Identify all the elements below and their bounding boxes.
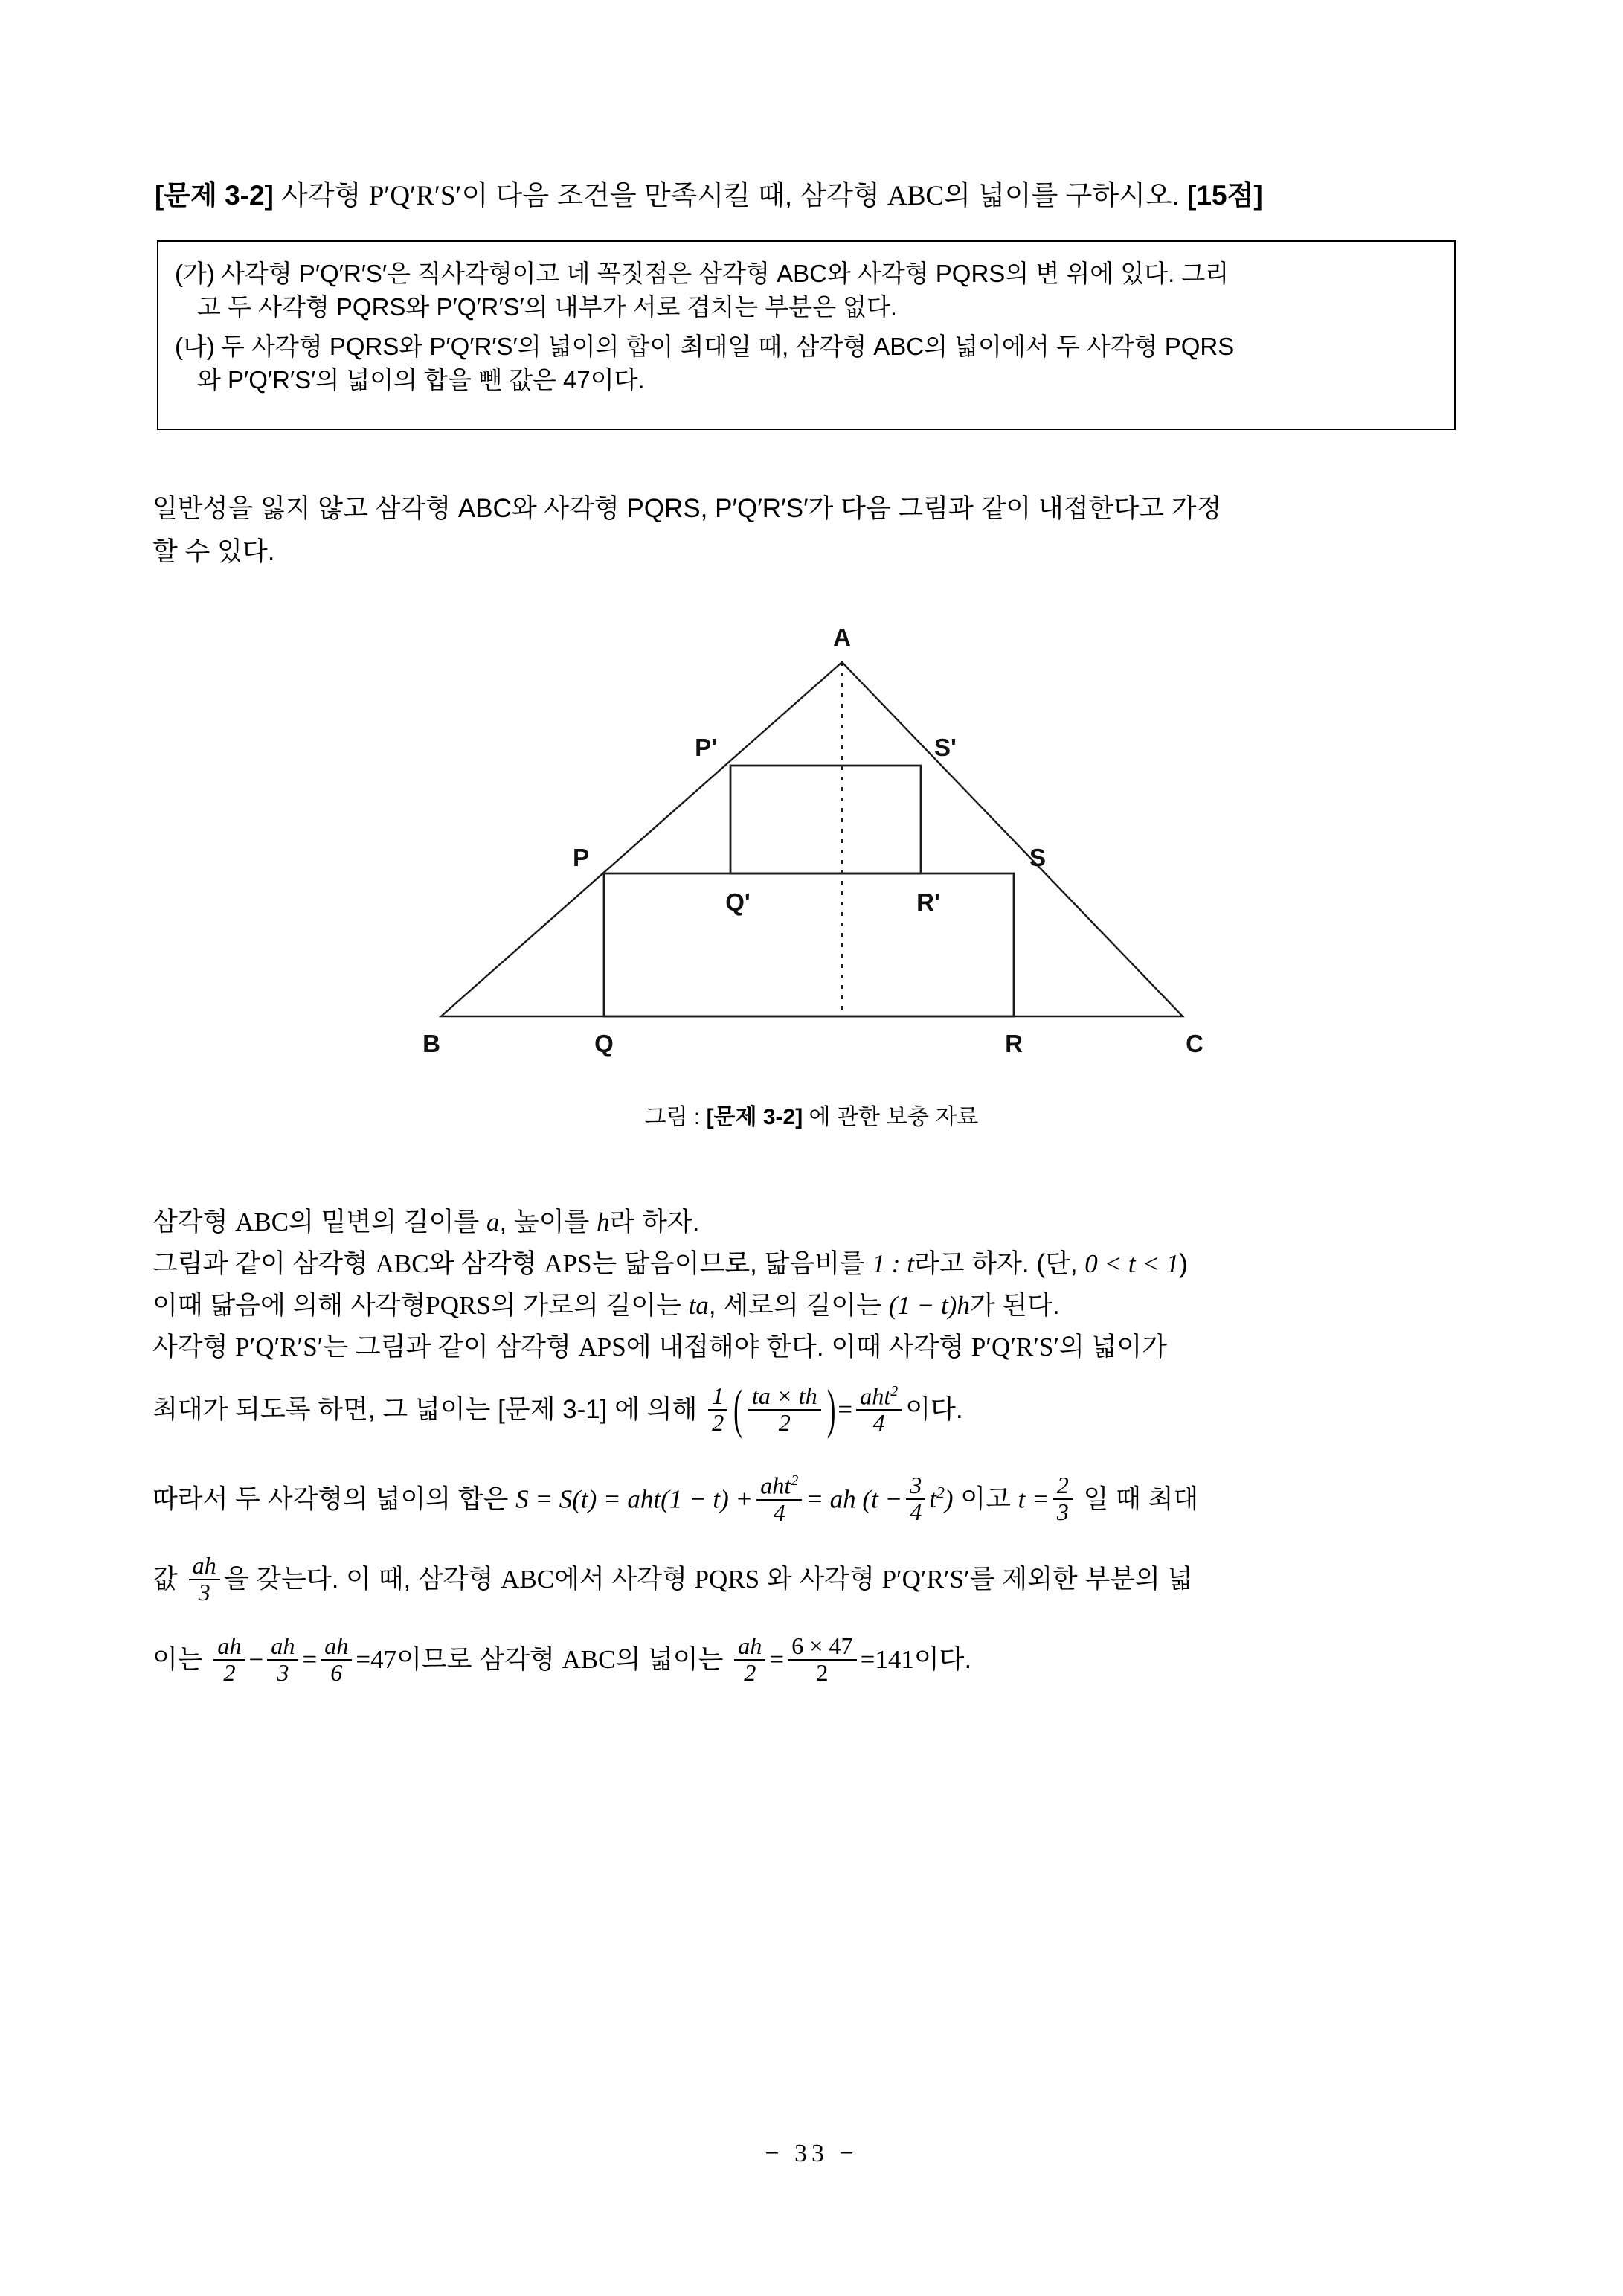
sol7-fraction bbox=[189, 1553, 220, 1606]
condition-na-body bbox=[175, 333, 1442, 397]
sol8-equals-1: = bbox=[302, 1645, 318, 1675]
problem-statement-pre: 사각형 bbox=[281, 180, 361, 211]
sol8-fraction-5 bbox=[788, 1634, 857, 1686]
sol6-f1-num-exp: 2 bbox=[791, 1472, 799, 1489]
sol2-text-e: ) bbox=[1179, 1249, 1188, 1278]
sol6-text-b: 이고 bbox=[953, 1484, 1018, 1514]
geometry-figure bbox=[417, 610, 1212, 1071]
solution-line-5 bbox=[152, 1368, 1484, 1453]
sol8-f2-num: ah bbox=[271, 1632, 295, 1660]
condition-ga bbox=[175, 257, 1442, 324]
sol6-f2-num: 3 bbox=[910, 1472, 922, 1499]
sol8-abc: ABC bbox=[562, 1645, 616, 1675]
sol4-text-b: 는 그림과 같이 삼각형 bbox=[323, 1333, 579, 1362]
sol5-result-fraction bbox=[856, 1384, 902, 1436]
solution-line-4 bbox=[152, 1327, 1484, 1368]
sol1-text-a: 삼각형 bbox=[152, 1208, 236, 1237]
sol5-half-fraction bbox=[708, 1384, 727, 1436]
sol8-f5-den: 2 bbox=[788, 1659, 857, 1686]
sol8-fraction-1 bbox=[213, 1634, 245, 1686]
sol5-equals: = bbox=[838, 1395, 853, 1424]
assumption-paragraph bbox=[152, 487, 1473, 574]
sol6-t2-exp: 2 bbox=[936, 1484, 945, 1502]
sol6-text-a: 따라서 두 사각형의 넓이의 합은 bbox=[152, 1484, 516, 1514]
sol6-f3-num: 2 bbox=[1056, 1472, 1069, 1499]
sol6-f2-den: 4 bbox=[906, 1498, 925, 1525]
sol7-text-b: 을 갖는다. 이 때, 삼각형 bbox=[223, 1565, 501, 1594]
sol2-range: 0 < t < 1 bbox=[1084, 1249, 1180, 1278]
condition-na bbox=[175, 330, 1442, 397]
figure-caption-ref: [문제 3-2] bbox=[706, 1105, 803, 1129]
sol8-equals-4: = bbox=[860, 1645, 875, 1675]
sol4-aps: APS bbox=[578, 1333, 626, 1362]
sol6-t2-base: t bbox=[929, 1484, 937, 1514]
figure-label-S-prime: S' bbox=[934, 734, 957, 761]
sol4-text-a: 사각형 bbox=[152, 1333, 236, 1362]
sol1-var-h: h bbox=[597, 1208, 610, 1237]
sol8-f4-num: ah bbox=[738, 1632, 762, 1660]
problem-triangle-name: ABC bbox=[887, 181, 945, 211]
solution-line-8 bbox=[152, 1620, 1484, 1700]
solution-line-3 bbox=[152, 1285, 1484, 1327]
sol2-text-a: 그림과 같이 삼각형 bbox=[152, 1249, 376, 1278]
sol8-value-47: 47 bbox=[370, 1645, 397, 1675]
sol7-text-c: 에서 사각형 bbox=[554, 1565, 695, 1594]
sol8-f5-num: 6 × 47 bbox=[791, 1632, 853, 1660]
sol2-text-c: 는 닮음이므로, 닮음비를 bbox=[591, 1249, 872, 1278]
sol4-text-d: 의 넓이가 bbox=[1059, 1333, 1167, 1362]
condition-na-line1: 두 사각형 PQRS와 P′Q′R′S′의 넓이의 합이 최대일 때, 삼각형 ABC의 넓이에서 두 사각형 PQRS bbox=[221, 333, 1235, 360]
figure-label-C: C bbox=[1186, 1030, 1203, 1057]
solution-line-7 bbox=[152, 1539, 1484, 1620]
problem-statement-tail: 의 넓이를 구하시오. bbox=[944, 180, 1180, 211]
sol6-f1-num bbox=[756, 1473, 802, 1499]
condition-na-tag: (나) bbox=[175, 333, 215, 360]
sol7-text-a: 값 bbox=[152, 1565, 185, 1594]
condition-box bbox=[157, 240, 1456, 430]
sol6-t-equals: t = bbox=[1018, 1484, 1050, 1514]
figure-label-P-prime: P' bbox=[695, 734, 717, 761]
sol7-f-num: ah bbox=[192, 1552, 216, 1580]
sol7-text-e: 를 제외한 부분의 넓 bbox=[969, 1565, 1193, 1594]
sol8-fraction-3 bbox=[321, 1634, 352, 1686]
sol5-half-num: 1 bbox=[712, 1382, 724, 1409]
figure-label-A: A bbox=[833, 623, 851, 651]
sol6-t-squared bbox=[929, 1484, 945, 1513]
problem-points: [15점] bbox=[1187, 180, 1263, 211]
condition-ga-line2: 고 두 사각형 PQRS와 P′Q′R′S′의 내부가 서로 겹치는 부분은 없다. bbox=[197, 293, 898, 321]
figure-label-S: S bbox=[1029, 844, 1047, 871]
sol3-oneminus: (1 − t)h bbox=[888, 1291, 970, 1320]
sol4-quad-1: P′Q′R′S′ bbox=[235, 1333, 324, 1362]
sol8-fraction-2 bbox=[267, 1634, 298, 1686]
sol5-ref: [문제 3-1] bbox=[498, 1395, 608, 1424]
sol8-text-b: 이므로 삼각형 bbox=[396, 1645, 562, 1675]
figure-caption-pre: 그림 : bbox=[644, 1105, 707, 1129]
sol8-minus: − bbox=[248, 1645, 264, 1675]
sol2-abc: ABC bbox=[375, 1249, 429, 1278]
problem-statement-post: 이 다음 조건을 만족시킬 때, 삼각형 bbox=[461, 180, 880, 211]
solution-line-2 bbox=[152, 1243, 1484, 1285]
sol8-text-c: 의 넓이는 bbox=[615, 1645, 731, 1675]
problem-quadrilateral-name: P′Q′R′S′ bbox=[368, 181, 462, 211]
sol6-f1-den: 4 bbox=[756, 1499, 802, 1526]
sol4-text-c: 에 내접해야 한다. 이때 사각형 bbox=[626, 1333, 971, 1362]
sol5-paren-open: ( bbox=[733, 1378, 742, 1440]
sol2-text-d: 라고 하자. (단, bbox=[913, 1249, 1085, 1278]
condition-ga-line1: 사각형 P′Q′R′S′은 직사각형이고 네 꼭짓점은 삼각형 ABC와 사각형 PQRS의 변 위에 있다. 그리 bbox=[221, 260, 1230, 287]
sol6-f1-num-base: aht bbox=[760, 1472, 791, 1499]
page-number: − 33 − bbox=[765, 2140, 858, 2167]
sol6-equals-2: = ah (t − bbox=[806, 1484, 903, 1514]
sol7-quad: P′Q′R′S′ bbox=[881, 1565, 970, 1594]
condition-ga-tag: (가) bbox=[175, 260, 215, 287]
sol5-result-num bbox=[856, 1384, 902, 1410]
sol7-pqrs: PQRS bbox=[694, 1565, 760, 1594]
sol5-inner-num: ta × th bbox=[751, 1382, 817, 1409]
sol6-fraction-1 bbox=[756, 1473, 802, 1525]
sol6-fraction-2 bbox=[906, 1473, 925, 1525]
sol2-aps: APS bbox=[544, 1249, 592, 1278]
assumption-line-2: 할 수 있다. bbox=[152, 537, 275, 566]
sol1-var-a: a bbox=[486, 1208, 500, 1237]
figure-label-P: P bbox=[572, 844, 589, 871]
sol8-text-a: 이는 bbox=[152, 1645, 210, 1675]
rectangle-pqrs-path bbox=[604, 873, 1014, 1016]
sol6-s-expression: S = S(t) = aht(1 − t) + bbox=[515, 1484, 753, 1514]
solution-line-1 bbox=[152, 1202, 1484, 1243]
sol1-text-b: 의 밑변의 길이를 bbox=[289, 1208, 486, 1237]
assumption-line-1: 일반성을 잃지 않고 삼각형 ABC와 사각형 PQRS, P′Q′R′S′가 다음 그림과 같이 내접한다고 가정 bbox=[152, 494, 1222, 523]
sol8-text-d: 이다. bbox=[913, 1645, 972, 1675]
problem-label: [문제 3-2] bbox=[155, 180, 274, 211]
sol4-quad-2: P′Q′R′S′ bbox=[971, 1333, 1060, 1362]
sol5-result-num-exp: 2 bbox=[890, 1382, 899, 1399]
sol7-abc: ABC bbox=[501, 1565, 555, 1594]
sol5-inner-fraction bbox=[748, 1384, 821, 1436]
sol2-text-b: 와 삼각형 bbox=[428, 1249, 544, 1278]
sol8-f2-den: 3 bbox=[267, 1659, 298, 1686]
sol7-text-d: 와 사각형 bbox=[759, 1565, 882, 1594]
sol7-f-den: 3 bbox=[189, 1579, 220, 1606]
solution-line-6 bbox=[152, 1453, 1484, 1540]
figure-caption-post: 에 관한 보충 자료 bbox=[803, 1105, 979, 1129]
problem-title bbox=[155, 176, 1471, 216]
sol6-fraction-3 bbox=[1053, 1473, 1073, 1525]
sol5-text-b: 에 의해 bbox=[607, 1395, 705, 1424]
sol8-equals-2: = bbox=[356, 1645, 371, 1675]
sol8-fraction-4 bbox=[734, 1634, 765, 1686]
sol8-f4-den: 2 bbox=[734, 1659, 765, 1686]
sol8-f1-den: 2 bbox=[213, 1659, 245, 1686]
sol8-value-141: 141 bbox=[875, 1645, 914, 1675]
figure-caption bbox=[0, 1101, 1623, 1134]
figure-label-Q: Q bbox=[594, 1030, 614, 1057]
figure-label-B: B bbox=[422, 1030, 440, 1057]
sol5-half-den: 2 bbox=[708, 1409, 727, 1436]
sol8-f3-den: 6 bbox=[321, 1659, 352, 1686]
sol6-paren-close: ) bbox=[944, 1484, 954, 1514]
sol8-equals-3: = bbox=[769, 1645, 785, 1675]
sol3-ta: ta bbox=[688, 1291, 709, 1320]
sol5-inner-den: 2 bbox=[748, 1409, 821, 1436]
sol3-text-a: 이때 닮음에 의해 사각형 bbox=[152, 1291, 426, 1320]
sol5-result-den: 4 bbox=[856, 1409, 902, 1436]
sol1-text-c: , 높이를 bbox=[499, 1208, 597, 1237]
sol6-text-c: 일 때 최대 bbox=[1076, 1484, 1199, 1514]
sol6-f3-den: 3 bbox=[1053, 1498, 1073, 1525]
sol5-result-num-base: aht bbox=[860, 1382, 891, 1410]
sol3-text-b: 의 가로의 길이는 bbox=[490, 1291, 689, 1320]
sol5-text-c: 이다. bbox=[905, 1395, 963, 1424]
rectangle-pqrs-prime-path bbox=[730, 766, 921, 873]
sol3-text-c: , 세로의 길이는 bbox=[708, 1291, 889, 1320]
sol5-text-a: 최대가 되도록 하면, 그 넓이는 bbox=[152, 1395, 498, 1424]
sol3-pqrs: PQRS bbox=[425, 1291, 491, 1320]
solution-body bbox=[152, 1202, 1484, 1700]
condition-ga-body bbox=[175, 260, 1442, 324]
sol1-abc: ABC bbox=[235, 1208, 289, 1237]
sol8-f3-num: ah bbox=[324, 1632, 349, 1660]
sol8-f1-num: ah bbox=[217, 1632, 242, 1660]
sol3-text-d: 가 된다. bbox=[969, 1291, 1060, 1320]
figure-label-R: R bbox=[1005, 1030, 1023, 1057]
figure-label-Q-prime: Q' bbox=[725, 888, 751, 916]
sol1-text-d: 라 하자. bbox=[609, 1208, 700, 1237]
condition-na-line2: 와 P′Q′R′S′의 넓이의 합을 뺀 값은 47이다. bbox=[197, 366, 645, 394]
figure-label-R-prime: R' bbox=[916, 888, 940, 916]
sol5-paren-close: ) bbox=[826, 1378, 836, 1440]
triangle-abc-path bbox=[441, 662, 1183, 1016]
sol2-ratio: 1 : t bbox=[872, 1249, 914, 1278]
